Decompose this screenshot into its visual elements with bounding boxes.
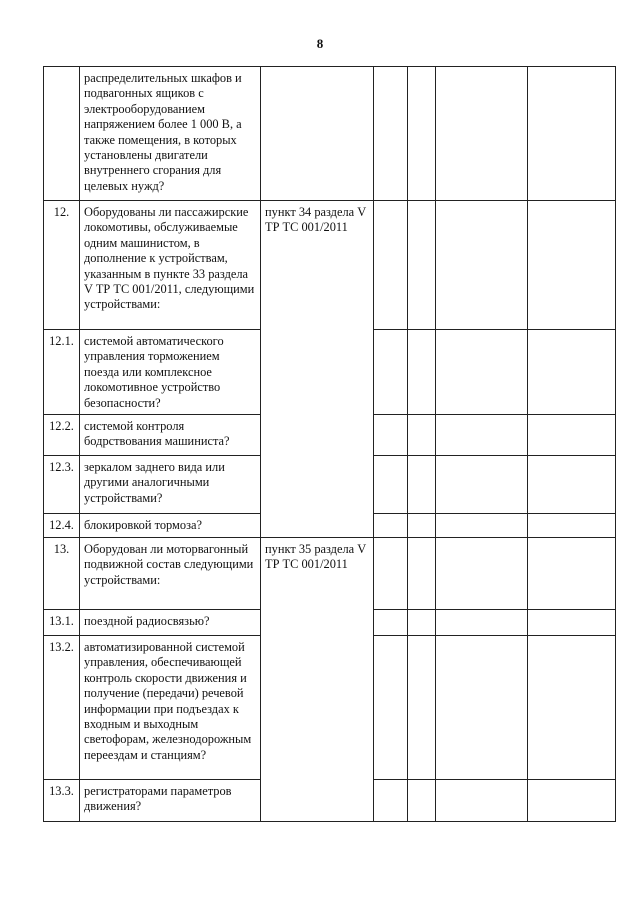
answer-na-cell [436,636,528,780]
reference-cell [261,67,374,201]
reference-cell: пункт 34 раздела V ТР ТС 001/2011 [261,201,374,538]
answer-no-cell [408,514,436,538]
answer-no-cell [408,67,436,201]
answer-no-cell [408,780,436,822]
answer-yes-cell [374,636,408,780]
page-number: 8 [316,36,324,51]
question-text: распределительных шкафов и подвагонных ящиков с электрооборудованием напряжением более 1 000 В, а также помещения, в которых установлены двигатели внутреннего сгорания для целевых нужд? [80,67,261,201]
question-text: системой контроля бодрствования машиниста? [80,415,261,456]
answer-yes-cell [374,67,408,201]
row-number: 12.2. [44,415,80,456]
row-number: 12.3. [44,456,80,514]
answer-yes-cell [374,514,408,538]
answer-yes-cell [374,415,408,456]
answer-no-cell [408,330,436,415]
question-text: регистраторами параметров движения? [80,780,261,822]
answer-yes-cell [374,780,408,822]
row-number: 12. [44,201,80,330]
answer-yes-cell [374,538,408,610]
notes-cell [528,514,616,538]
row-number: 13.1. [44,610,80,636]
answer-na-cell [436,780,528,822]
notes-cell [528,636,616,780]
row-number [44,67,80,201]
row-number: 13.3. [44,780,80,822]
answer-na-cell [436,538,528,610]
answer-na-cell [436,514,528,538]
row-number: 12.4. [44,514,80,538]
reference-cell: пункт 35 раздела V ТР ТС 001/2011 [261,538,374,822]
notes-cell [528,456,616,514]
answer-no-cell [408,636,436,780]
question-text: зеркалом заднего вида или другими аналогичными устройствами? [80,456,261,514]
notes-cell [528,780,616,822]
answer-yes-cell [374,610,408,636]
answer-yes-cell [374,201,408,330]
notes-cell [528,538,616,610]
answer-no-cell [408,610,436,636]
notes-cell [528,201,616,330]
answer-no-cell [408,456,436,514]
question-text: автоматизированной системой управления, обеспечивающей контроль скорости движения и получение (передачи) речевой информации при подъездах к входным и выходным светофорам, железнодорожным переездам и станциям? [80,636,261,780]
notes-cell [528,330,616,415]
answer-na-cell [436,610,528,636]
answer-yes-cell [374,456,408,514]
row-number: 13.2. [44,636,80,780]
row-number: 12.1. [44,330,80,415]
table-row [44,201,616,330]
answer-no-cell [408,201,436,330]
answer-na-cell [436,330,528,415]
notes-cell [528,610,616,636]
notes-cell [528,67,616,201]
answer-na-cell [436,67,528,201]
question-text: Оборудован ли моторвагонный подвижной состав следующими устройствами: [80,538,261,610]
checklist-table [43,66,616,822]
table-row [44,538,616,610]
answer-yes-cell [374,330,408,415]
answer-na-cell [436,201,528,330]
notes-cell [528,415,616,456]
answer-na-cell [436,415,528,456]
question-text: Оборудованы ли пассажирские локомотивы, обслуживаемые одним машинистом, в дополнение к устройствам, указанным в пункте 33 раздела V ТР ТС 001/2011, следующими устройствами: [80,201,261,330]
question-text: поездной радиосвязью? [80,610,261,636]
question-text: блокировкой тормоза? [80,514,261,538]
table-row [44,67,616,201]
question-text: системой автоматического управления торможением поезда или комплексное локомотивное устройство безопасности? [80,330,261,415]
answer-no-cell [408,538,436,610]
answer-na-cell [436,456,528,514]
row-number: 13. [44,538,80,610]
answer-no-cell [408,415,436,456]
